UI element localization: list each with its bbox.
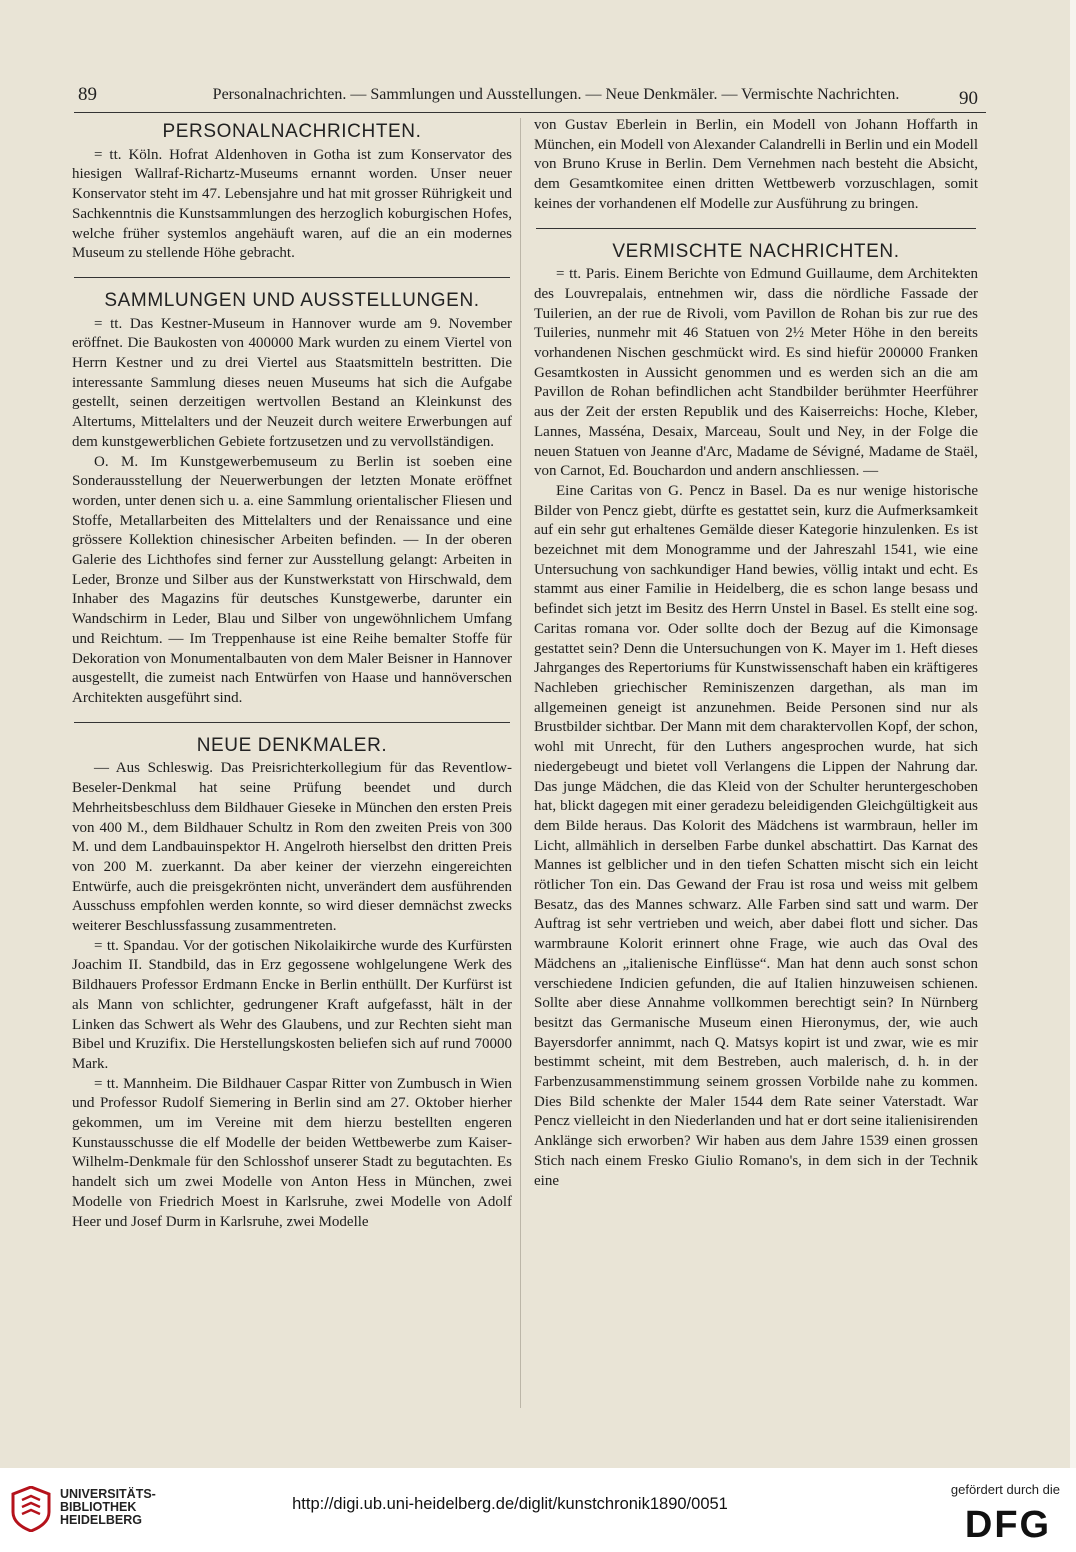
heading-neue-denkmaler: NEUE DENKMALER. [196, 734, 388, 756]
paragraph-koeln: = tt. Köln. Hofrat Aldenhoven in Gotha ist zum Konservator des hiesigen Wallraf-Richartz-Museums ernannt worden. Unser neuer Konservator steht im 47. Lebensjahre und hat mit grosser Rührigkeit und Sachkenntnis die Kunstsammlungen des herzoglich koburgischen Hofes, welche früher systemlos angehäuft waren, auf die an ein modernes Museum zu stellende Höhe gebracht. [72, 146, 512, 262]
column-rule [520, 118, 521, 1408]
library-name-line: HEIDELBERG [60, 1512, 142, 1527]
dfg-logo-icon [956, 1504, 1060, 1540]
permalink-url[interactable]: http://digi.ub.uni-heidelberg.de/diglit/kunstchronik1890/0051 [292, 1495, 728, 1513]
paragraph-kunstgewerbemuseum: O. M. Im Kunstgewerbemuseum zu Berlin ist soeben eine Sonderausstellung der Neuerwerbungen der letzten Monate eröffnet worden, unter denen sich u. a. eine Sammlung orientalischer Fliesen und Stoffe, Metallarbeiten des Mittelalters und der Renaissance und eine grössere Kollektion chinesischer Arbeiten befinden. — In der oberen Galerie des Lichthofes sind ferner zur Ausstellung gelangt: Arbeiten in Leder, Bronze und Silber aus der Kunstwerkstatt von Hirschwald, dem Inhaber des Magazins für deutsches Kunstgewerbe, darunter ein Wandschirm in Leder, Blau und Silber von ungewöhnlichem Umfang und Reichtum. — Im Treppenhause ist eine Reihe bemalter Stoffe für Dekoration von Monumentalbauten von dem Maler Beisner in Hannover ausgestellt, die zumeist nach Entwürfen von Haase und hannöverschen Architekten ausgeführt sind. [72, 453, 512, 706]
library-name [60, 1488, 220, 1526]
paragraph-mannheim-continued: von Gustav Eberlein in Berlin, ein Modell von Johann Hoffarth in München, ein Modell von Alexander Calandrelli in Berlin und ein Modell von Bruno Kruse in Berlin. Dem Vernehmen nach besteht die Absicht, dem Gesamtkomitee einen dritten Wettbewerb vorzuschlagen, somit keines der vorhandenen elf Modelle zur Ausführung zu bringen. [534, 117, 978, 212]
running-title: Personalnachrichten. — Sammlungen und Ausstellungen. — Neue Denkmäler. — Vermischte Nachrichten. [212, 86, 900, 103]
paragraph-spandau: = tt. Spandau. Vor der gotischen Nikolaikirche wurde des Kurfürsten Joachim II. Standbild, das in Erz gegossene wohlgelungene Werk des Bildhauers Professor Erdmann Encke in Berlin enthüllt. Der Kurfürst ist als Mann von schlichter, gedrungener Kraft aufgefasst, hält in der Linken das Schwert als Wehr des Glaubens, und zur Rechten sieht man Bibel und Kruzifix. Die Herstellungskosten beliefen sich auf rund 70000 Mark. [72, 937, 512, 1072]
running-head [74, 76, 986, 113]
dfg-logo-text: DFG [964, 1504, 1052, 1540]
paragraph-paris: = tt. Paris. Einem Berichte von Edmund Guillaume, dem Architekten des Louvrepalais, entnehmen wir, dass die nördliche Fassade der Tuilerien, an der rue de Rivoli, vom Pavillon de Rohan bis zur rue des Tuileries, nunmehr mit 46 Statuen von 2½ Meter Höhe in den bereits vorhandenen Nischen geschmückt wird. Es sind hiefür 200000 Franken Gesamtkosten in Aussicht genommen und es werden sich an die am Pavillon de Rohan befindlichen acht Standbilder berühmter Heerführer aus der Zeit der ersten Republik und des Kaiserreichs: Hoche, Kleber, Lannes, Masséna, Desaix, Marceau, Soult und Ney, in der Folge die neuen Statuen von Jeanne d'Arc, Madame de Sévigné, Madame de Staël, von Carnot, Ed. Bouchardon und andern anschliessen. — [534, 266, 978, 480]
right-column [534, 116, 978, 1416]
page-number-right: 90 [959, 88, 978, 109]
left-column [72, 116, 512, 1416]
section-divider [74, 722, 510, 723]
library-logo-icon [10, 1486, 52, 1532]
heading-sammlungen: SAMMLUNGEN UND AUSSTELLUNGEN. [104, 289, 480, 311]
heading-vermischte-nachrichten: VERMISCHTE NACHRICHTEN. [612, 240, 900, 262]
section-divider [536, 228, 976, 229]
paragraph-mannheim: = tt. Mannheim. Die Bildhauer Caspar Ritter von Zumbusch in Wien und Professor Rudolf Siemering in Berlin sind am 27. Oktober hierher gekommen, um im Vereine mit dem hierzu bestellten engeren Kunstausschusse die elf Modelle der beiden Wettbewerbe zum Kaiser-Wilhelm-Denkmale für den Schlosshof unserer Stadt zu begutachten. Es handelt sich um zwei Modelle von Anton Hess in München, zwei Modelle von Friedrich Moest in Karlsruhe, zwei Modelle von Adolf Heer und Josef Durm in Karlsruhe, zwei Modelle [72, 1075, 512, 1230]
library-name-line: UNIVERSITÄTS- [60, 1487, 156, 1501]
footer-bar [0, 1468, 1076, 1552]
paragraph-caritas-pencz: Eine Caritas von G. Pencz in Basel. Da es nur wenige historische Bilder von Pencz giebt, dürfte es gestattet sein, kurz die Aufmerksamkeit auf ein sehr gut erhaltenes Gemälde dieser Kategorie hinzulenken. Es ist bezeichnet mit dem Monogramme und der Jahreszahl 1541, wie eine Untersuchung von sachkundiger Hand bewies, völlig intakt und echt. Es stammt aus einer Familie in Heidelberg, die es schon lange besass und befindet sich jetzt im Besitz des Herrn Unstel in Basel. Es stellt eine sog. Caritas romana vor. Oder sollte doch der Bezug auf die Kimonsage gestattet sein? Denn die Untersuchungen von K. Mayer im 1. Heft dieses Jahrganges des Repertoriums für Kunstwissenschaft haben ein kräftigeres Nachleben griechischer Reminiszenzen dargethan, als man im allgemeinen geneigt ist anzunehmen. Beide Personen sind nur als Brustbilder sichtbar. Der Mann mit dem charaktervollen Kopf, der schon, wohl mit Unrecht, für den Luthers angesprochen wurde, hat sich niedergebeugt und bietet voll Verlangens die Lippen der Nahrung dar. Das junge Mädchen, die das Kleid von der Schulter heruntergeschoben hat, blickt dagegen mit einer geradezu beleidigenden Gleichgültigkeit aus dem Bilde heraus. Das Kolorit des Mädchens ist warmbraun, heller im Licht, allmählich in derselben Farbe dunkel abschattirt. Das Karnat des Mannes ist gelblicher und in den tiefen Schatten mischt sich ein leicht rötlicher Ton ein. Das Gewand der Frau ist rosa und weiss mit gelbem Besatz, das des Mannes schwarz. Alle Farben sind satt und warm. Der Auftrag ist sehr vertrieben und weich, aber dabei flott und sicher. Das warmbraune Kolorit erinnert ohne Frage, wie auch das Oval des Mädchens an „italienische Einflüsse“. Man hat denn auch sonst schon verschiedene Indicien gefunden, die auf Italien hinzuweisen schienen. Sollte aber diese Annahme vollkommen berechtigt sein? In Nürnberg besitzt das Germanische Museum einen Hieronymus, der, wie auch Bayersdorfer annimmt, nach Q. Matsys kopirt ist und zwar, wie es mir bestimmt scheint, mit dem Bestreben, auch malerisch, d. h. in der Farbenzusammenstimmung seinem grossen Vorbilde nahe zu kommen. Dies Bild schenkte der Maler 1544 dem Rate seiner Vaterstadt. War Pencz vielleicht in den Niederlanden und hat er dort seine italienisirenden Anklänge sich erworben? Wir haben aus dem Jahre 1539 einen grossen Stich nach einem Fresko Giulio Romano's, in dem sich in der Technik eine [534, 482, 978, 1189]
section-divider [74, 277, 510, 278]
paragraph-schleswig: — Aus Schleswig. Das Preisrichterkollegium für das Reventlow-Beseler-Denkmal hat seine Prüfung beendet und durch Mehrheitsbeschluss dem Bildhauer Gieseke in München den ersten Preis von 400 M., dem Bildhauer Schultz in Rom den zweiten Preis von 300 M. und dem Landbauinspektor H. Angelroth hierselbst den dritten Preis von 200 M. zuerkannt. Da aber keiner der vierzehn eingereichten Entwürfe, auch die preisgekrönten nicht, unverändert dem ausführenden Ausschuss empfohlen werden konnte, so wird dieser demnächst zwecks weiterer Beschlussfassung zusammentreten. [72, 760, 512, 935]
library-name-line: BIBLIOTHEK [60, 1499, 137, 1514]
heading-personalnachrichten: PERSONALNACHRICHTEN. [162, 121, 422, 142]
funding-label: gefördert durch die [950, 1482, 1060, 1497]
page-number-left: 89 [78, 84, 97, 105]
paragraph-kestner-museum: = tt. Das Kestner-Museum in Hannover wurde am 9. November eröffnet. Die Baukosten von 400000 Mark wurden zu einem Viertel von Herrn Kestner und zu drei Viertel aus Staatsmitteln bestritten. Die interessante Sammlung dieses neuen Museums hat sich die Aufgabe gestellt, seinen derzeitigen wertvollen Bestand an Kleinkunst des Altertums, Mittelalters und der Neuzeit durch weitere Erwerbungen auf dem kunstgewerblichen Gebiete fortzusetzen und zu vervollständigen. [72, 315, 512, 450]
